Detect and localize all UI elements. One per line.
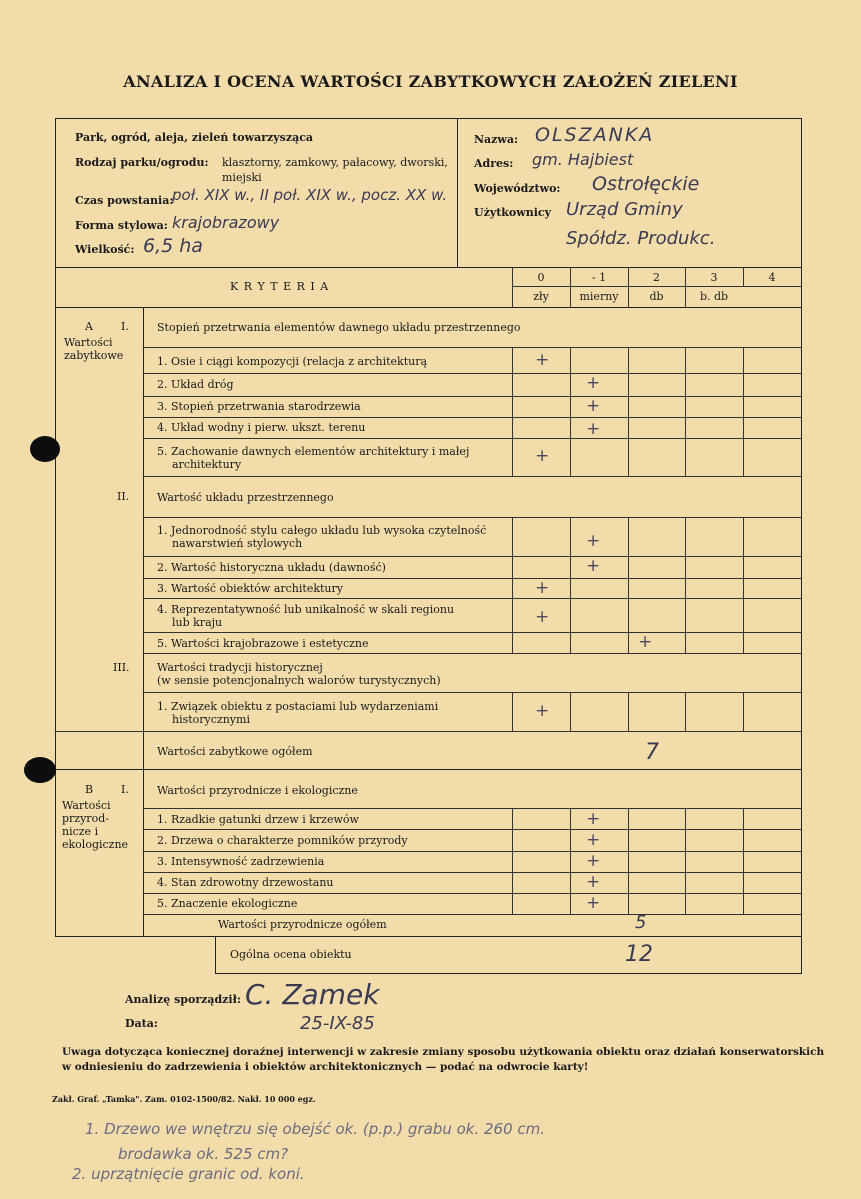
- data-label: Data:: [125, 1017, 158, 1030]
- adres-label: Adres:: [474, 157, 514, 170]
- note-line-1: 1. Drzewo we wnętrzu się obejść ok. (p.p.) grabu ok. 260 cm.: [85, 1120, 546, 1138]
- wielkosc-value: 6,5 ha: [143, 235, 203, 257]
- b-item-1: 1. Rzadkie gatunki drzew i krzewów: [157, 813, 359, 826]
- a-iii-title-2: (w sensie potencjonalnych walorów turystycznych): [157, 674, 441, 687]
- b-item-3: 3. Intensywność zadrzewienia: [157, 855, 325, 868]
- a-total-value: 7: [645, 740, 659, 765]
- uzytkownicy-value: Urząd Gminy: [566, 199, 683, 220]
- score-mark-B-I-3: +: [586, 851, 601, 871]
- section-a-letter: A: [85, 320, 93, 333]
- a-i-item-4: 4. Układ wodny i pierw. ukszt. terenu: [157, 421, 366, 434]
- a-ii-item-2: 2. Wartość historyczna układu (dawność): [157, 561, 386, 574]
- col-3-label: b. db: [699, 290, 729, 303]
- note-line-2: brodawka ok. 525 cm?: [118, 1145, 289, 1163]
- woj-value: Ostrołęckie: [592, 173, 700, 195]
- b-item-2: 2. Drzewa o charakterze pomników przyrody: [157, 834, 408, 847]
- uzytkownicy-value-2: Spółdz. Produkc.: [566, 228, 716, 249]
- uzytkownicy-label: Użytkownicy: [474, 206, 552, 219]
- uwaga-line-1: Uwaga dotycząca koniecznej doraźnej interwencji w zakresie zmiany sposobu użytkowania obiektu oraz działań konserwatorskich: [62, 1046, 825, 1058]
- score-mark-A-I-4: +: [586, 419, 601, 439]
- section-b-letter: B: [85, 783, 94, 796]
- a-ii-title: Wartość układu przestrzennego: [157, 491, 334, 504]
- park-type-label: Park, ogród, aleja, zieleń towarzysząca: [75, 131, 314, 144]
- rodzaj-options: klasztorny, zamkowy, pałacowy, dworski,: [222, 156, 448, 169]
- analize-label: Analizę sporządził:: [125, 993, 241, 1006]
- section-b-name-3: nicze i: [62, 825, 99, 838]
- score-mark-A-II-3: +: [535, 578, 550, 598]
- a-iii-title: Wartości tradycji historycznej: [157, 661, 323, 674]
- woj-label: Województwo:: [474, 182, 561, 195]
- section-b-roman: I.: [121, 783, 129, 796]
- score-mark-A-I-2: +: [586, 373, 601, 393]
- a-iii-item-1b: historycznymi: [172, 713, 250, 726]
- score-mark-A-II-1: +: [586, 531, 601, 551]
- score-mark-B-I-2: +: [586, 830, 601, 850]
- score-mark-A-II-5: +: [638, 632, 653, 652]
- wielkosc-label: Wielkość:: [75, 243, 135, 256]
- a-i-item-5b: architektury: [172, 458, 242, 471]
- section-a-roman-i: I.: [121, 320, 129, 333]
- punch-hole-upper: [30, 436, 60, 462]
- b-item-5: 5. Znaczenie ekologiczne: [157, 897, 298, 910]
- col-2-label: db: [649, 290, 664, 303]
- col-1-label: mierny: [579, 290, 619, 303]
- overall-value: 12: [625, 942, 653, 967]
- a-ii-item-1b: nawarstwień stylowych: [172, 537, 303, 550]
- score-mark-A-I-3: +: [586, 396, 601, 416]
- signature: C. Zamek: [245, 978, 380, 1011]
- forma-value: krajobrazowy: [172, 213, 280, 232]
- score-mark-A-II-4: +: [535, 607, 550, 627]
- a-total-label: Wartości zabytkowe ogółem: [157, 745, 313, 758]
- note-line-3: 2. uprzątnięcie granic od. koni.: [72, 1165, 305, 1183]
- a-ii-item-5: 5. Wartości krajobrazowe i estetyczne: [157, 637, 369, 650]
- score-mark-B-I-4: +: [586, 872, 601, 892]
- section-a-roman-iii: III.: [113, 661, 130, 674]
- a-ii-item-1: 1. Jednorodność stylu całego układu lub wysoka czytelność: [157, 524, 487, 537]
- forma-label: Forma stylowa:: [75, 219, 168, 232]
- kryteria-header: K R Y T E R I A: [230, 280, 330, 293]
- page-title: ANALIZA I OCENA WARTOŚCI ZABYTKOWYCH ZAŁOŻEŃ ZIELENI: [123, 72, 738, 91]
- section-b-name-2: przyrod-: [62, 812, 109, 825]
- overall-label: Ogólna ocena obiektu: [230, 948, 352, 961]
- score-mark-A-II-2: +: [586, 556, 601, 576]
- punch-hole-lower: [24, 757, 56, 783]
- section-a-name: Wartości zabytkowe: [64, 336, 124, 362]
- rodzaj-label: Rodzaj parku/ogrodu:: [75, 156, 209, 169]
- czas-value: poł. XIX w., II poł. XIX w., pocz. XX w.: [172, 186, 448, 204]
- a-ii-item-3: 3. Wartość obiektów architektury: [157, 582, 343, 595]
- a-i-item-1: 1. Osie i ciągi kompozycji (relacja z architekturą: [157, 355, 428, 368]
- rodzaj-options-2: miejski: [222, 171, 262, 184]
- printer-imprint: Zakł. Graf. „Tamka". Zam. 0102-1500/82. Nakł. 10 000 egz.: [52, 1094, 316, 1104]
- b-total-value: 5: [635, 912, 647, 933]
- col-0-num: 0: [537, 271, 545, 284]
- czas-label: Czas powstania:: [75, 194, 174, 207]
- b-title: Wartości przyrodnicze i ekologiczne: [157, 784, 358, 797]
- col-0-label: zły: [533, 290, 549, 303]
- a-i-item-3: 3. Stopień przetrwania starodrzewia: [157, 400, 361, 413]
- a-i-title: Stopień przetrwania elementów dawnego układu przestrzennego: [157, 321, 521, 334]
- score-mark-B-I-1: +: [586, 809, 601, 829]
- score-mark-A-I-1: +: [535, 350, 550, 370]
- score-mark-A-III-1: +: [535, 701, 550, 721]
- data-value: 25-IX-85: [300, 1013, 375, 1034]
- uwaga-line-2: w odniesieniu do zadrzewienia i obiektów architektonicznych — podać na odwrocie karty!: [62, 1061, 589, 1073]
- a-iii-item-1: 1. Związek obiektu z postaciami lub wydarzeniami: [157, 700, 439, 713]
- section-a-roman-ii: II.: [117, 490, 130, 503]
- nazwa-label: Nazwa:: [474, 133, 519, 146]
- section-b-name-4: ekologiczne: [62, 838, 129, 851]
- b-item-4: 4. Stan zdrowotny drzewostanu: [157, 876, 334, 889]
- col-2-num: 2: [653, 271, 660, 284]
- col-4-num: 4: [768, 271, 776, 284]
- a-ii-item-4: 4. Reprezentatywność lub unikalność w skali regionu: [157, 603, 455, 616]
- col-3-num: 3: [710, 271, 718, 284]
- adres-value: gm. Hajbiest: [532, 150, 634, 169]
- nazwa-value: OLSZANKA: [535, 124, 655, 146]
- b-total-label: Wartości przyrodnicze ogółem: [218, 918, 387, 931]
- a-i-item-5: 5. Zachowanie dawnych elementów architektury i małej: [157, 445, 470, 458]
- score-mark-A-I-5: +: [535, 446, 550, 466]
- a-i-item-2: 2. Układ dróg: [157, 378, 234, 391]
- col-1-num: - 1: [591, 271, 607, 284]
- a-ii-item-4b: lub kraju: [172, 616, 223, 629]
- section-b-name-1: Wartości: [62, 799, 111, 812]
- score-mark-B-I-5: +: [586, 893, 601, 913]
